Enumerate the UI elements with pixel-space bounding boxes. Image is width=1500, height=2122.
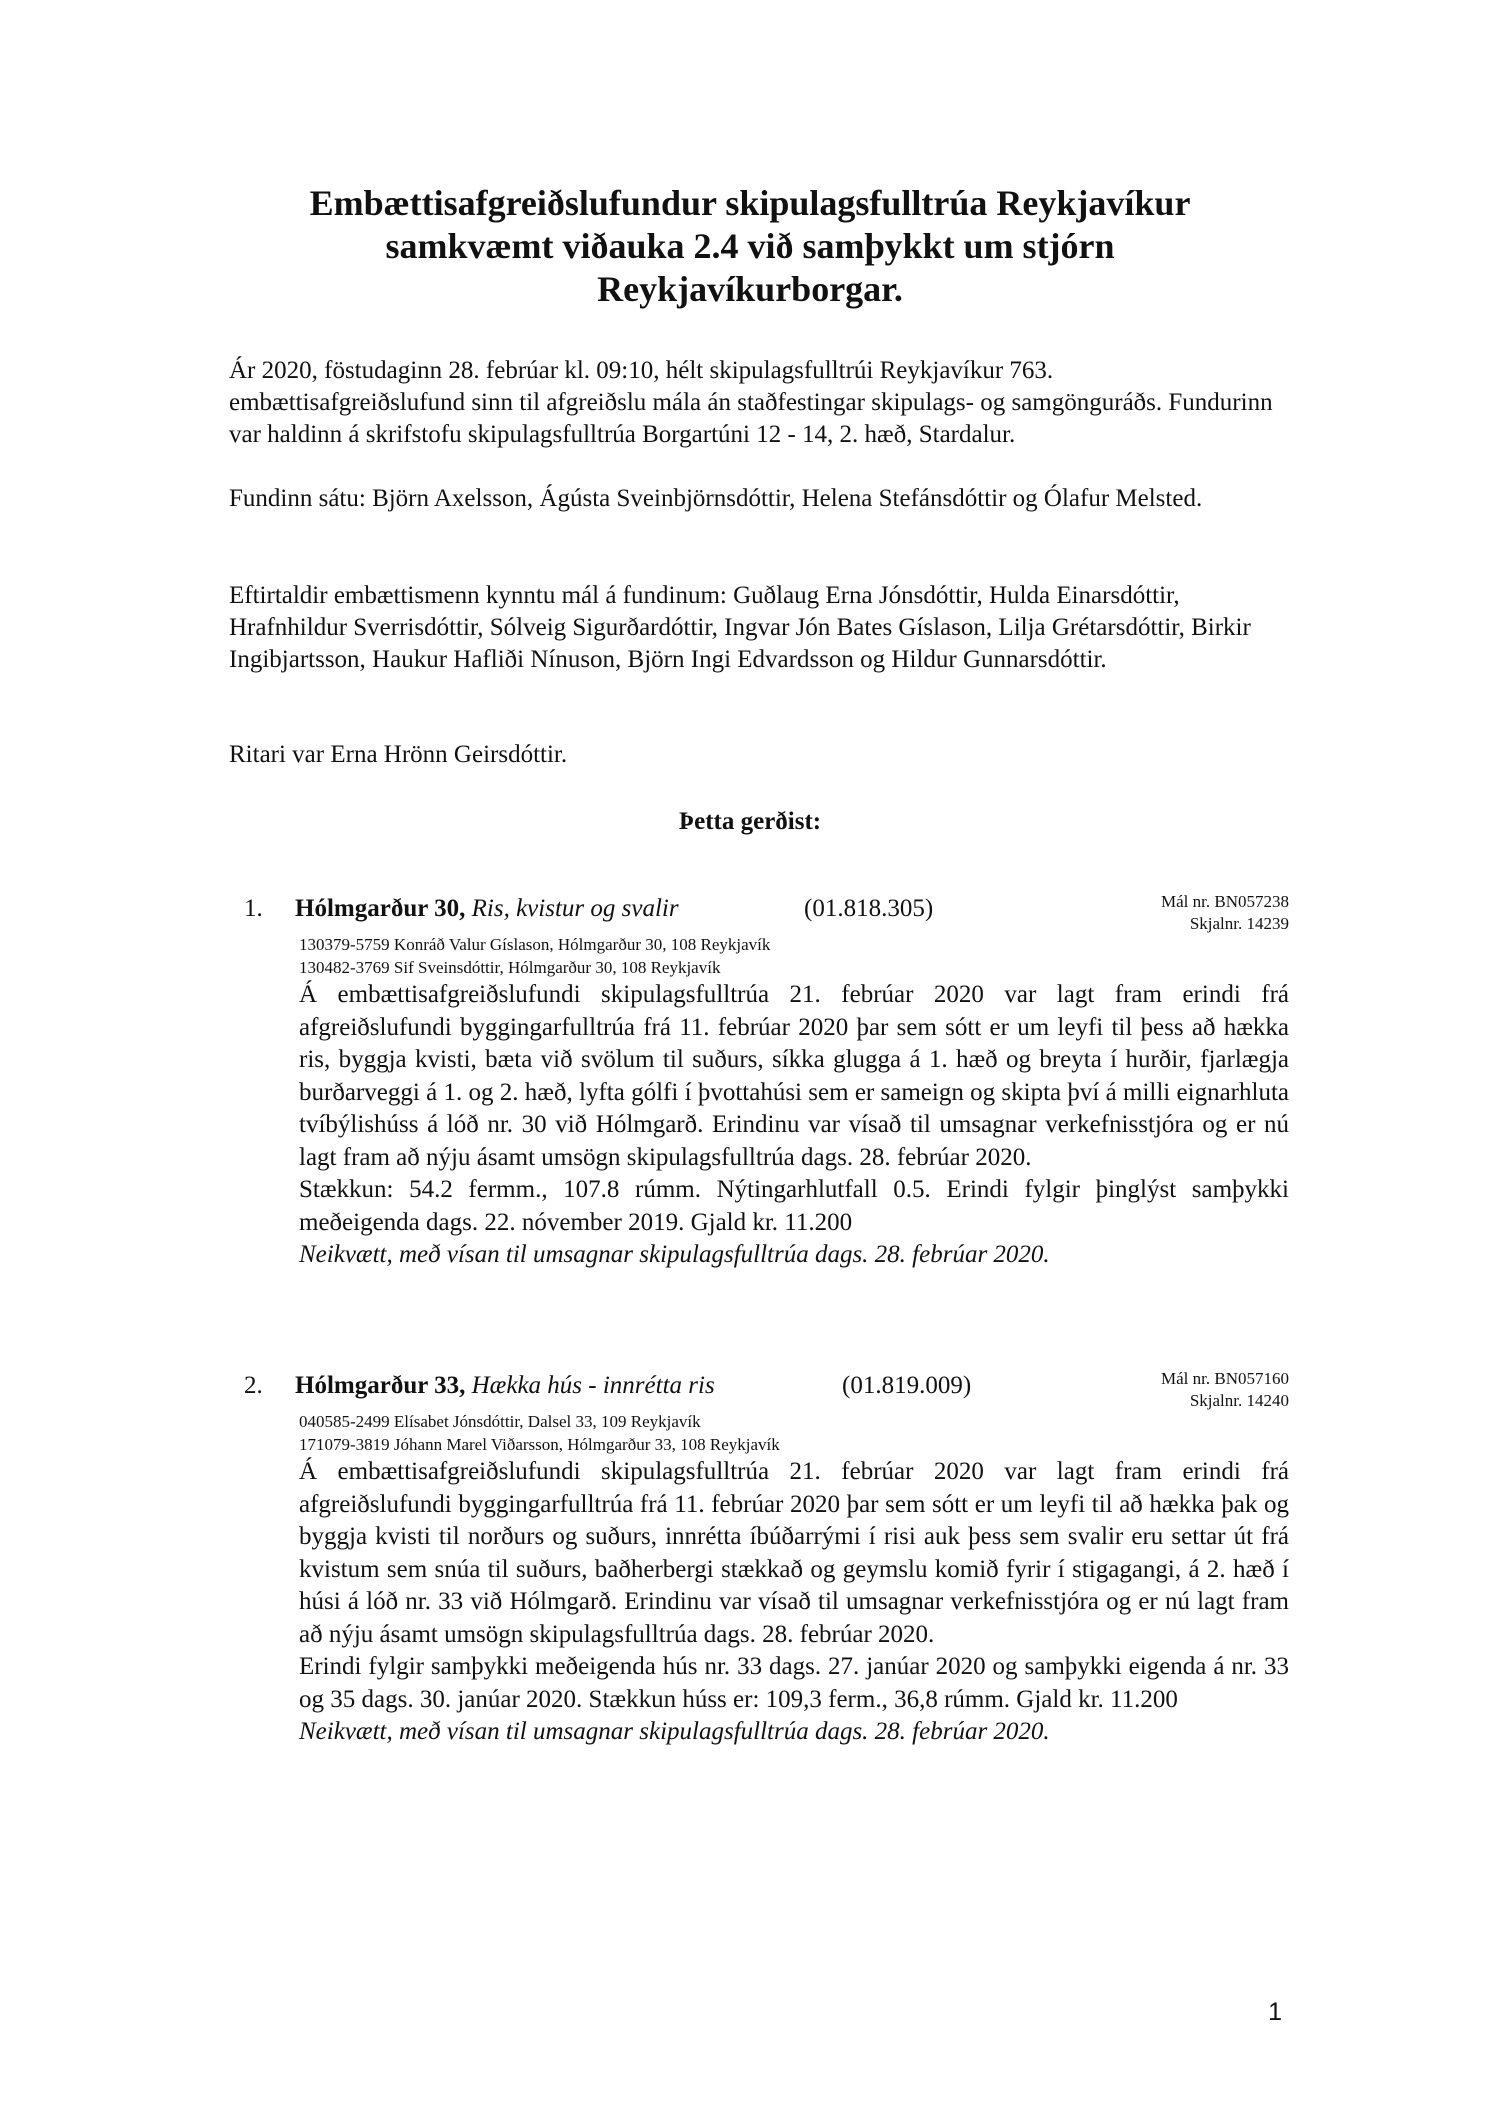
case-details: Stækkun: 54.2 fermm., 107.8 rúmm. Nýtingarhlutfall 0.5. Erindi fylgir þinglýst samþykki meðeigenda dags. 22. nóvember 2019. Gjald kr. 11.200 [299,1176,1289,1236]
attendees: Fundinn sátu: Björn Axelsson, Ágústa Sveinbjörnsdóttir, Helena Stefánsdóttir og Ólafur Melsted. [229,485,1203,512]
case-header [229,892,1289,945]
case-body: Á embættisafgreiðslufundi skipulagsfulltrúa 21. febrúar 2020 var lagt fram erindi frá afgreiðslufundi byggingarfulltrúa frá 11. febrúar 2020 þar sem sótt er um leyfi til þess að hækka ris, byggja kvisti, bæta við svölum til suðurs, síkka glugga á 1. hæð og breyta í hurðir, fjarlægja burðarveggi á 1. og 2. hæð, lyfta gólfi í þvottahúsi sem er sameign og skipta því á milli eignarhluta tvíbýlishúss á lóð nr. 30 við Hólmgarð. Erindinu var vísað til umsagnar verkefnisstjóra og er nú lagt fram að nýju ásamt umsögn skipulagsfulltrúa dags. 28. febrúar 2020. [299,981,1289,1171]
case-subject: Hækka hús - innrétta ris [471,1372,715,1399]
case-title [295,1372,715,1400]
applicant: 130379-5759 Konráð Valur Gíslason, Hólmgarður 30, 108 Reykjavík [299,935,771,954]
applicant: 171079-3819 Jóhann Marel Viðarsson, Hólmgarður 33, 108 Reykjavík [299,1435,780,1454]
case-item [229,1369,1289,1748]
case-number: 2. [244,1372,263,1399]
officials: Eftirtaldir embættismenn kynntu mál á fundinum: Guðlaug Erna Jónsdóttir, Hulda Einarsdóttir, Hrafnhildur Sverrisdóttir, Sólveig Sigurðardóttir, Ingvar Jón Bates Gíslason, Lilja Grétarsdóttir, Birkir Ingibjartsson, Haukur Hafliði Nínuson, Björn Ingi Edvardsson og Hildur Gunnarsdóttir. [229,582,1251,673]
case-decision: Neikvætt, með vísan til umsagnar skipulagsfulltrúa dags. 28. febrúar 2020. [299,1241,1050,1268]
case-description [299,1456,1289,1716]
secretary: Ritari var Erna Hrönn Geirsdóttir. [229,741,568,768]
case-decision: Neikvætt, með vísan til umsagnar skipulagsfulltrúa dags. 28. febrúar 2020. [299,1718,1050,1745]
case-header [229,1369,1289,1422]
document-title [150,182,1350,311]
case-subject: Ris, kvistur og svalir [471,895,679,922]
mal-nr: Mál nr. BN057160 [1161,1369,1289,1388]
title-line: Reykjavíkurborgar. [597,269,903,309]
case-title [295,895,679,923]
section-heading: Þetta gerðist: [678,808,822,835]
case-number: 1. [244,895,263,922]
case-description [299,979,1289,1239]
page-number: 1 [1268,1998,1282,2026]
meeting-intro: Ár 2020, föstudaginn 28. febrúar kl. 09:10, hélt skipulagsfulltrúi Reykjavíkur 763. embættisafgreiðslufund sinn til afgreiðslu mála án staðfestingar skipulags- og samgönguráðs. Fundurinn var haldinn á skrifstofu skipulagsfulltrúa Borgartúni 12 - 14, 2. hæð, Stardalur. [229,357,1273,448]
land-code: (01.819.009) [842,1372,972,1399]
case-item [229,892,1289,1271]
title-line: samkvæmt viðauka 2.4 við samþykkt um stjórn [385,226,1115,266]
title-line: Embættisafgreiðslufundur skipulagsfulltrúa Reykjavíkur [309,183,1191,223]
mal-nr: Mál nr. BN057238 [1161,892,1289,911]
land-code: (01.818.305) [804,895,934,922]
skjal-nr: Skjalnr. 14239 [1189,914,1289,933]
case-reference [1161,1368,1289,1412]
applicant: 130482-3769 Sif Sveinsdóttir, Hólmgarður 30, 108 Reykjavík [299,958,721,977]
case-body: Á embættisafgreiðslufundi skipulagsfulltrúa 21. febrúar 2020 var lagt fram erindi frá afgreiðslufundi byggingarfulltrúa frá 11. febrúar 2020 þar sem sótt er um leyfi til að hækka þak og byggja kvisti til norðurs og suðurs, innrétta íbúðarrými í risi auk þess sem svalir eru settar út frá kvistum sem snúa til suðurs, baðherbergi stækkað og geymslu komið fyrir í stigagangi, á 2. hæð í húsi á lóð nr. 33 við Hólmgarð. Erindinu var vísað til umsagnar verkefnisstjóra og er nú lagt fram að nýju ásamt umsögn skipulagsfulltrúa dags. 28. febrúar 2020. [299,1458,1289,1648]
skjal-nr: Skjalnr. 14240 [1189,1391,1289,1410]
case-reference [1161,891,1289,935]
case-address: Hólmgarður 33, [295,1372,466,1399]
case-details: Erindi fylgir samþykki meðeigenda hús nr. 33 dags. 27. janúar 2020 og samþykki eigenda á nr. 33 og 35 dags. 30. janúar 2020. Stækkun húss er: 109,3 ferm., 36,8 rúmm. Gjald kr. 11.200 [299,1653,1289,1713]
case-address: Hólmgarður 30, [295,895,466,922]
applicant: 040585-2499 Elísabet Jónsdóttir, Dalsel 33, 109 Reykjavík [299,1412,701,1431]
